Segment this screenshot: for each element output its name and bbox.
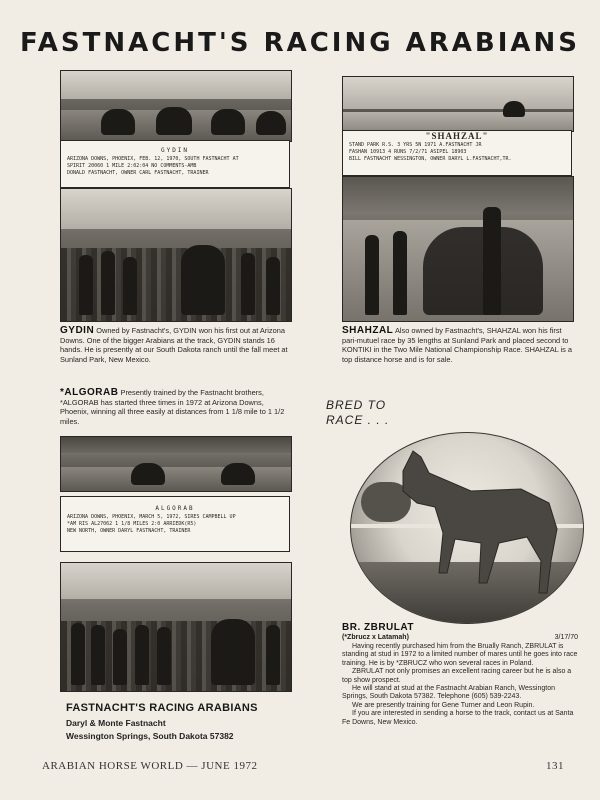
- zbrulat-heading: BR. ZBRULAT: [342, 622, 414, 633]
- gydin-text: Owned by Fastnacht's, GYDIN won his first out at Arizona Downs. One of the bigger Arabians at the track, GYDIN stands 16 hands. He is presently at our South Dakota ranch until the fall meet at Sunland Park, New Mexico.: [60, 326, 288, 364]
- horse-silhouette-icon: [351, 433, 583, 623]
- zbrulat-pedigree: (*Zbrucz x Latamah): [342, 634, 409, 641]
- page-headline: FASTNACHT'S RACING ARABIANS: [20, 28, 580, 58]
- gydin-card-line: DONALD FASTNACHT, OWNER CARL FASTNACHT, TRAINER: [67, 170, 209, 176]
- algorab-card-line: *AM RIS AL27062 1 1/8 MILES 2:0 ARRIEDK(R5): [67, 521, 197, 527]
- algorab-card-line: NEW NORTH, OWNER DARYL FASTNACHT, TRAINER: [67, 528, 191, 534]
- gydin-card-line: SPIRIT 20060 1 MILE 2:02:04 NO COMMENTS-AMB: [67, 163, 197, 169]
- gydin-race-photo: [60, 70, 292, 142]
- zbrulat-portrait-photo: [350, 432, 584, 624]
- shahzal-photo-card: [342, 130, 572, 176]
- algorab-description: [60, 388, 292, 426]
- gydin-heading: GYDIN: [60, 325, 95, 336]
- gydin-photo-card: [60, 140, 290, 188]
- zbrulat-paragraph: If you are interested in sending a horse to the track, contact us at Santa Fe Downs, New Mexico.: [342, 710, 574, 726]
- algorab-race-photo: [60, 436, 292, 492]
- zbrulat-foaling-date: 3/17/70: [554, 634, 578, 641]
- shahzal-card-line: BILL FASTNACHT WESSINGTON, OWNER DARYL L.FASTNACHT,TR.: [349, 156, 512, 162]
- contact-block: [66, 702, 306, 741]
- shahzal-heading: SHAHZAL: [342, 325, 394, 336]
- gydin-card-title: GYDIN: [160, 147, 190, 154]
- zbrulat-paragraph: We are presently training for Gene Turner and Leon Rupin.: [352, 701, 535, 709]
- shahzal-text: Also owned by Fastnacht's, SHAHZAL won his first pari-mutuel race by 35 lengths at Sunland Park and placed second to KONTIKI in the Two Mile National Championship Race. SHAHZAL is a top distance horse and is for sale.: [342, 326, 573, 364]
- shahzal-description: [342, 326, 574, 364]
- shahzal-race-photo: [342, 76, 574, 132]
- zbrulat-paragraph: He will stand at stud at the Fastnacht Arabian Ranch, Wessington Springs, South Dakota 57382. Telephone (605) 539-2243.: [342, 685, 555, 701]
- algorab-card-line: ARIZONA DOWNS, PHOENIX, MARCH 5, 1972, SIRES CAMPBELL UP: [67, 514, 236, 520]
- publication-footer: ARABIAN HORSE WORLD — JUNE 1972: [42, 760, 258, 772]
- bred-line-2: RACE . . .: [326, 413, 390, 427]
- zbrulat-paragraph: ZBRULAT not only promises an excellent racing career but he is also a top show prospect.: [342, 668, 572, 684]
- gydin-card-line: ARIZONA DOWNS, PHOENIX, FEB. 12, 1970, SOUTH FASTNACHT AT: [67, 156, 239, 162]
- algorab-text: Presently trained by the Fastnacht brothers, *ALGORAB has started three times in 1972 at Arizona Downs, Phoenix, winning all three easily at distances from 1 1/8 mile to 1 1/2 miles.: [60, 388, 285, 426]
- bred-line-1: BRED TO: [326, 398, 387, 412]
- algorab-heading: *ALGORAB: [60, 387, 119, 398]
- gydin-description: [60, 326, 292, 364]
- shahzal-card-line: STAND PARK R.S. 3 YRS 5N 1971 A.FASTNACHT JR: [349, 142, 482, 148]
- gydin-winners-circle-photo: [60, 188, 292, 322]
- algorab-card-title: ALGORAB: [155, 505, 195, 512]
- shahzal-winners-circle-photo: [342, 176, 574, 322]
- contact-title: FASTNACHT'S RACING ARABIANS: [66, 702, 258, 714]
- contact-names: Daryl & Monte Fastnacht: [66, 718, 166, 728]
- zbrulat-body: [342, 643, 578, 727]
- bred-to-race-tagline: [326, 398, 389, 428]
- page-number: 131: [546, 760, 564, 772]
- shahzal-card-line: FASHAN 10913 4 RUNS 7/2/71 ASIPEL 18903: [349, 149, 467, 155]
- zbrulat-section: [342, 622, 578, 727]
- algorab-photo-card: [60, 496, 290, 552]
- contact-address: Wessington Springs, South Dakota 57382: [66, 731, 234, 741]
- algorab-winners-circle-photo: [60, 562, 292, 692]
- shahzal-card-title: "SHAHZAL": [425, 131, 489, 141]
- zbrulat-paragraph: Having recently purchased him from the Brually Ranch, ZBRULAT is standing at stud in 1972 to a limited number of mares until he goes into race training. He is by *ZBRUCZ who won several races in Poland.: [342, 643, 578, 667]
